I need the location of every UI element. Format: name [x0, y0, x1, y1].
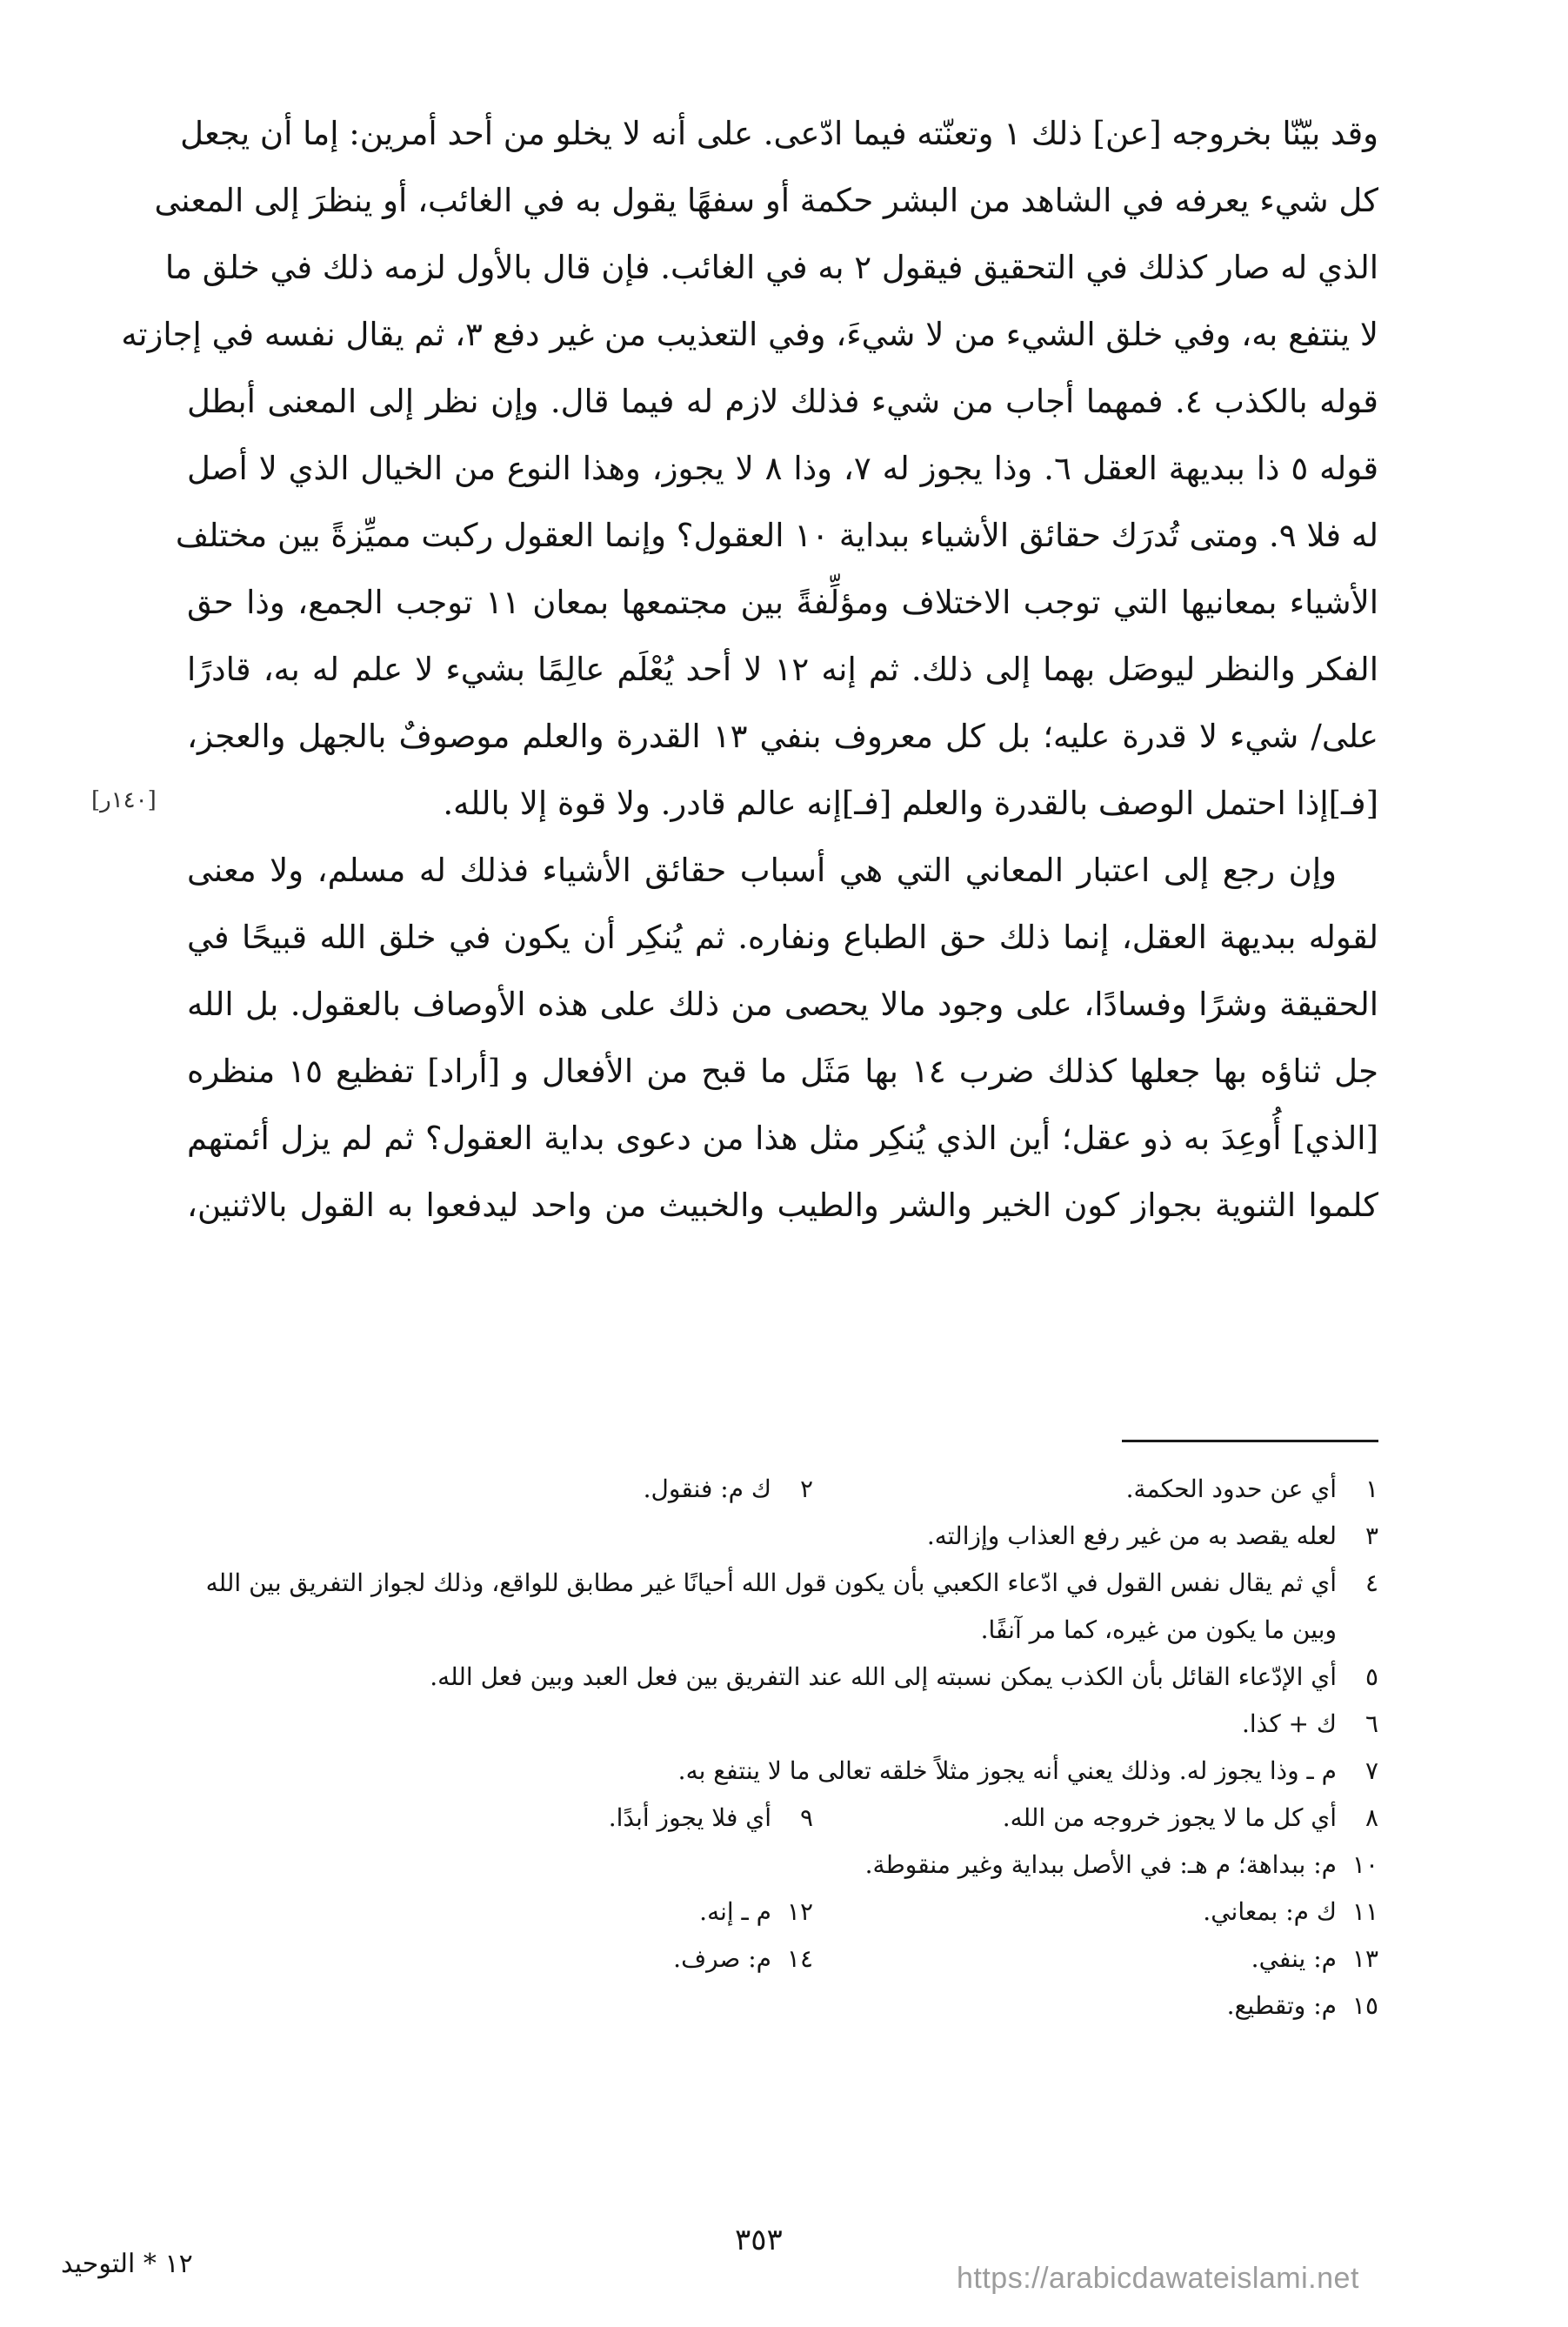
text-line: [الذي] أُوعِدَ به ذو عقل؛ أين الذي يُنكِر مثل هذا من دعوى بداية العقول؟ ثم لم يزل أئمتهم [187, 1120, 1378, 1157]
footnote-text: م ـ وذا يجوز له. وذلك يعني أنه يجوز مثلاً خلقه تعالى ما لا ينتفع به. [677, 1756, 1337, 1785]
signature-mark: ١٢ * التوحيد [61, 2249, 193, 2279]
text-line: وقد بيّنّا بخروجه [عن] ذلك ١ وتعنّته فيما ادّعى. على أنه لا يخلو من أحد أمرين: إما أن يجعل [180, 115, 1378, 152]
footnote-row [187, 1560, 1378, 1654]
footnote [187, 1560, 1378, 1654]
footnote-row [187, 1466, 1378, 1513]
footnote-number: ٧ [1364, 1756, 1378, 1785]
footnote [187, 1701, 1378, 1748]
footnote-text: ك + كذا. [1241, 1709, 1337, 1738]
text-line: الذي له صار كذلك في التحقيق فيقول ٢ به في الغائب. فإن قال بالأول لزمه ذلك في خلق ما [164, 249, 1378, 286]
footnote-row [187, 1795, 1378, 1842]
footnote-separator [1122, 1440, 1378, 1442]
footnote-row [187, 1936, 1378, 1983]
footnote-text: أي كل ما لا يجوز خروجه من الله. [1002, 1803, 1337, 1832]
text-line: كل شيء يعرفه في الشاهد من البشر حكمة أو سفهًا يقول به في الغائب، أو ينظرَ إلى المعنى [154, 182, 1378, 219]
footnote-text: أي ثم يقال نفس القول في ادّعاء الكعبي بأن يكون قول الله أحيانًا غير مطابق للواقع، وذلك لجواز التفريق بين الله وبين ما يكون من غيره، كما مر آنفًا. [205, 1568, 1337, 1644]
text-line: وإن رجع إلى اعتبار المعاني التي هي أسباب حقائق الأشياء فذلك له مسلم، ولا معنى [187, 852, 1337, 889]
footnote-row [187, 1654, 1378, 1701]
footnotes [187, 1466, 1378, 2029]
footnote-text: م: ينفي. [1251, 1944, 1337, 1973]
text-line: له فلا ٩. ومتى تُدرَك حقائق الأشياء ببداية ١٠ العقول؟ وإنما العقول ركبت مميِّزةً بين مختلف [175, 517, 1378, 554]
footnote-number: ٥ [1364, 1662, 1378, 1691]
footnote-number: ٦ [1364, 1709, 1378, 1738]
footnote-text: أي الإدّعاء القائل بأن الكذب يمكن نسبته إلى الله عند التفريق بين فعل العبد وبين فعل الله. [430, 1662, 1337, 1691]
text-line: على/ شيء لا قدرة عليه؛ بل كل معروف بنفي ١٣ القدرة والعلم موصوفٌ بالجهل والعجز، [187, 718, 1379, 755]
footnote [187, 1513, 1378, 1560]
text-line: الفكر والنظر ليوصَل بهما إلى ذلك. ثم إنه ١٢ لا أحد يُعْلَم عالِمًا بشيء لا علم له به، قادرًا [187, 651, 1378, 688]
footnote-number: ٩ [799, 1803, 813, 1832]
footnote-number: ٣ [1364, 1521, 1378, 1550]
footnote-row [187, 1748, 1378, 1795]
text-line: جل ثناؤه بها جعلها كذلك ضرب ١٤ بها مَثَل ما قبح من الأفعال و [أراد] تفظيع ١٥ منظره [187, 1053, 1379, 1090]
footnote [187, 1842, 1378, 1889]
text-line: الحقيقة وشرًا وفسادًا، على وجود مالا يحصى من ذلك على هذه الأوصاف بالعقول. بل الله [187, 986, 1378, 1023]
footnote [187, 1983, 1378, 2029]
footnote-text: لعله يقصد به من غير رفع العذاب وإزالته. [926, 1521, 1337, 1550]
footnote-number: ١١ [1351, 1897, 1378, 1926]
watermark-url: https://arabicdawateislami.net [957, 2262, 1359, 2295]
footnote-text: م ـ إنه. [699, 1897, 771, 1926]
footnote [813, 1466, 1378, 1513]
footnote-row [187, 1842, 1378, 1889]
footnote-number: ١٢ [786, 1897, 813, 1926]
text-line: الأشياء بمعانيها التي توجب الاختلاف ومؤلِّفةً بين مجتمعها بمعان ١١ توجب الجمع، وذا حق [187, 584, 1378, 621]
footnote-number: ٢ [799, 1474, 813, 1503]
footnote-number: ١٤ [786, 1944, 813, 1973]
footnote-text: ك م: بمعاني. [1203, 1897, 1337, 1926]
footnote-number: ٤ [1364, 1568, 1378, 1597]
folio-margin-note: [١٤٠ر] [91, 787, 157, 813]
footnote-text: ك م: فنقول. [643, 1474, 771, 1503]
footnote-row [187, 1983, 1378, 2029]
text-line: قوله بالكذب ٤. فمهما أجاب من شيء فذلك لازم له فيما قال. وإن نظر إلى المعنى أبطل [187, 383, 1378, 420]
footnote [644, 1466, 813, 1513]
footnote [813, 1936, 1378, 1983]
footnote-number: ١٣ [1351, 1944, 1378, 1973]
footnote-number: ٨ [1364, 1803, 1378, 1832]
footnote-text: أي عن حدود الحكمة. [1125, 1474, 1337, 1503]
footnote-text: م: ببداهة؛ م هـ: في الأصل ببداية وغير منقوطة. [864, 1850, 1337, 1879]
footnote [609, 1795, 813, 1842]
text-line: [فـ]إذا احتمل الوصف بالقدرة والعلم [فـ]إنه عالم قادر. ولا قوة إلا بالله. [443, 785, 1378, 822]
footnote-row [187, 1889, 1378, 1936]
footnote [187, 1748, 1378, 1795]
footnote-text: م: صرف. [673, 1944, 771, 1973]
footnote-number: ١ [1364, 1474, 1378, 1503]
text-line: لا ينتفع به، وفي خلق الشيء من لا شيءَ، وفي التعذيب من غير دفع ٣، ثم يقال نفسه في إجازته [121, 316, 1378, 353]
footnote [813, 1889, 1378, 1936]
footnote-text: أي فلا يجوز أبدًا. [608, 1803, 771, 1832]
footnote-row [187, 1701, 1378, 1748]
footnote [699, 1889, 813, 1936]
text-line: لقوله ببديهة العقل، إنما ذلك حق الطباع ونفاره. ثم يُنكِر أن يكون في خلق الله قبيحًا في [187, 919, 1378, 956]
footnote [673, 1936, 813, 1983]
page-number: ٣٥٣ [735, 2223, 783, 2257]
footnote [813, 1795, 1378, 1842]
text-line: قوله ٥ ذا ببديهة العقل ٦. وذا يجوز له ٧، وذا ٨ لا يجوز، وهذا النوع من الخيال الذي لا أصل [187, 450, 1379, 487]
footnote-number: ١٠ [1351, 1850, 1378, 1879]
footnote [187, 1654, 1378, 1701]
text-line: كلموا الثنوية بجواز كون الخير والشر والطيب والخبيث من واحد ليدفعوا به القول بالاثنين، [187, 1187, 1378, 1224]
footnote-number: ١٥ [1351, 1991, 1378, 2020]
footnote-row [187, 1513, 1378, 1560]
footnote-text: م: وتقطيع. [1226, 1991, 1337, 2020]
